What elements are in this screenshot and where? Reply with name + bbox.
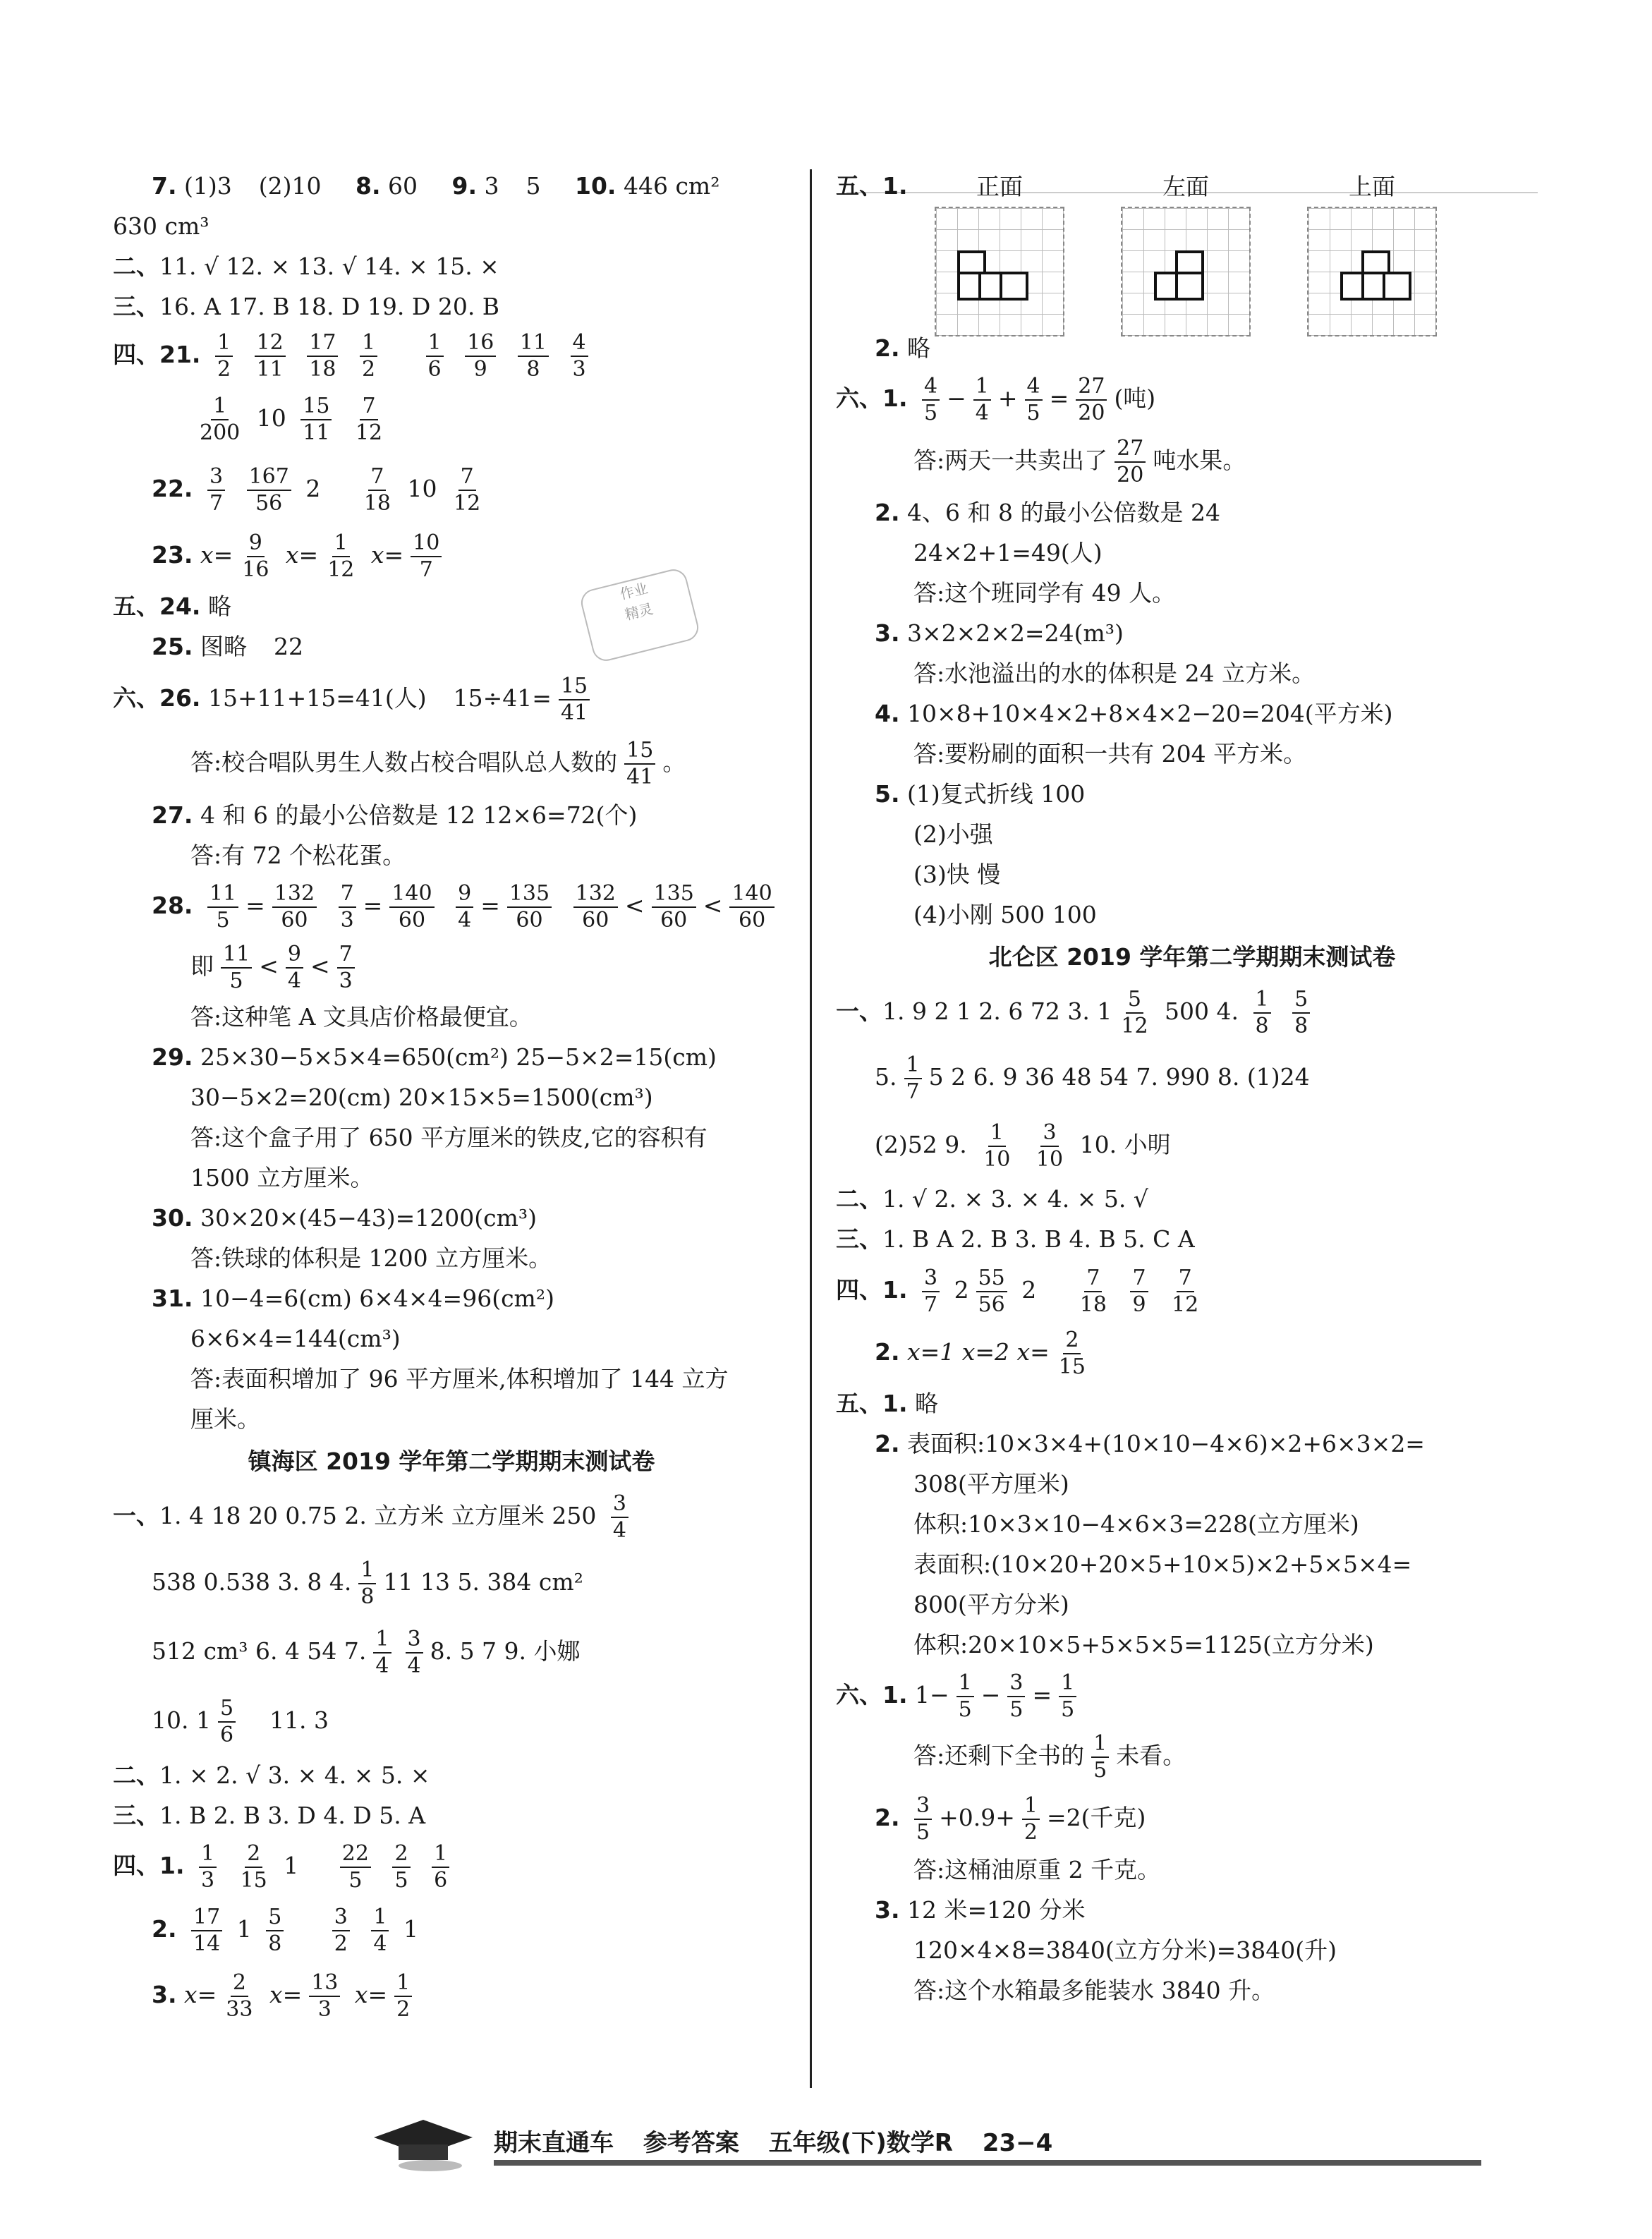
top-view: [1307, 173, 1437, 336]
answer-line: 表面积:(10×20+20×5+10×5)×2+5×5×4=: [913, 1551, 1412, 1578]
fraction: $\frac{1}{2}$: [360, 330, 377, 382]
fraction: $\frac{11}{5}$: [221, 942, 252, 994]
fraction: $\frac{2}{5}$: [392, 1841, 410, 1893]
fraction: $\frac{2}{33}$: [226, 1970, 253, 2022]
answer-line: 4. 10×8+10×4×2+8×4×2−20=204(平方米): [875, 700, 1393, 727]
answer-line: 体积:20×10×5+5×5×5=1125(立方分米): [913, 1631, 1374, 1658]
fraction: $\frac{1}{7}$: [904, 1052, 922, 1105]
answer-line: 一、1. 4 18 20 0.75 2. 立方米 立方厘米 250 $\frac{3}{4}$: [113, 1484, 790, 1548]
answer-line: 120×4×8=3840(立方分米)=3840(升): [913, 1936, 1337, 1964]
fraction: $\frac{22}{5}$: [340, 1841, 371, 1893]
answer-line: 五、24. 略: [113, 593, 231, 620]
answer-line: 答:水池溢出的水的体积是 24 立方米。: [913, 660, 1316, 687]
answer-line: $\frac{1}{200}$ 10 $\frac{15}{11}$ $\frac{7}{12}$: [113, 383, 790, 454]
fraction: $\frac{17}{18}$: [307, 330, 338, 382]
answer-line: 四、21. $\frac{1}{2}$ $\frac{12}{11}$ $\frac{17}{18}$ $\frac{1}{2}$ $\frac{1}{6}$ $\frac{16}{9}$ $\frac{11}{8}$ $\frac{4}{3}$: [113, 327, 790, 383]
fraction: $\frac{17}{14}$: [191, 1905, 222, 1957]
fraction: $\frac{27}{20}$: [1115, 436, 1146, 488]
square: [1175, 272, 1204, 301]
answer-line: 三、1. B A 2. B 3. B 4. B 5. C A: [836, 1225, 1195, 1253]
fraction: $\frac{3}{5}$: [914, 1793, 932, 1845]
answer-line: 答:这种笔 A 文具店价格最便宜。: [190, 1003, 533, 1031]
fraction: $\frac{4}{5}$: [922, 374, 940, 426]
stamp-line: 精灵: [623, 600, 655, 624]
fraction: $\frac{1}{3}$: [199, 1841, 217, 1893]
answer-line: 800(平方分米): [913, 1591, 1069, 1618]
answer-line: 二、1. × 2. √ 3. × 4. × 5. ×: [113, 1761, 430, 1789]
view-label: 左面: [1162, 173, 1209, 200]
answer-line: 五、1.: [836, 172, 908, 200]
answer-line: 2. $\frac{17}{14}$ 1 $\frac{5}{8}$ $\frac{3}{2}$ $\frac{1}{4}$ 1: [152, 1905, 418, 1956]
grid-left: [1121, 207, 1251, 336]
fraction: $\frac{140}{60}$: [729, 881, 774, 933]
answer-line: 7. (1)3 (2)10 8. 60 9. 3 5 10. 446 cm²: [152, 172, 720, 200]
fraction: $\frac{1}{5}$: [1091, 1731, 1109, 1783]
footer-label: 参考答案: [643, 2129, 739, 2157]
fraction: $\frac{2}{15}$: [240, 1841, 267, 1893]
fraction: $\frac{7}{18}$: [1079, 1266, 1107, 1317]
fraction: $\frac{135}{60}$: [652, 881, 696, 933]
answer-line: 308(平方厘米): [913, 1470, 1069, 1498]
answer-line: 答:有 72 个松花蛋。: [190, 842, 406, 869]
fraction: $\frac{1}{5}$: [1059, 1670, 1076, 1723]
answer-line: 30. 30×20×(45−43)=1200(cm³): [152, 1204, 537, 1232]
answer-line: 答:这个水箱最多能装水 3840 升。: [913, 1977, 1275, 2004]
answer-line: (2)52 9. $\frac{1}{10}$ $\frac{3}{10}$ 10. 小明: [875, 1120, 1171, 1172]
answer-line: 512 cm³ 6. 4 54 7. $\frac{1}{4}$ $\frac{3}{4}$ 8. 5 7 9. 小娜: [152, 1627, 581, 1678]
answer-line: 2. 略: [875, 334, 930, 362]
footer-page: 23−4: [982, 2129, 1053, 2157]
answer-line: 三、16. A 17. B 18. D 19. D 20. B: [113, 293, 500, 320]
answer-line: 三、1. B 2. B 3. D 4. D 5. A: [113, 1802, 426, 1829]
fraction: $\frac{15}{41}$: [624, 738, 655, 790]
fraction: $\frac{16}{9}$: [465, 330, 496, 382]
grid-front: [935, 207, 1064, 336]
fraction: $\frac{4}{3}$: [571, 330, 588, 382]
fraction: $\frac{5}{8}$: [266, 1905, 284, 1957]
answer-line: 答:校合唱队男生人数占校合唱队总人数的 $\frac{15}{41}$ 。: [190, 738, 686, 789]
answer-line: 答:两天一共卖出了 $\frac{27}{20}$ 吨水果。: [913, 436, 1246, 487]
answer-line: 厘米。: [190, 1405, 260, 1433]
answer-line: 六、26. 15+11+15=41(人) 15÷41= $\frac{15}{41}$: [113, 667, 790, 730]
fraction: $\frac{140}{60}$: [389, 881, 434, 933]
fraction: $\frac{27}{20}$: [1076, 374, 1107, 426]
fraction: $\frac{1}{4}$: [371, 1905, 389, 1957]
fraction: $\frac{1}{2}$: [215, 330, 233, 382]
fraction: $\frac{9}{16}$: [242, 530, 269, 582]
fraction: $\frac{7}{9}$: [1130, 1266, 1148, 1318]
fraction: $\frac{12}{11}$: [255, 330, 286, 382]
fraction: $\frac{7}{12}$: [355, 394, 383, 445]
three-views: [935, 173, 1437, 336]
answer-line: 10. 1 $\frac{5}{6}$ 11. 3: [152, 1696, 329, 1747]
fraction: $\frac{10}{7}$: [411, 530, 442, 583]
answer-line: 27. 4 和 6 的最小公倍数是 12 12×6=72(个): [152, 801, 638, 829]
answer-line: 31. 10−4=6(cm) 6×4×4=96(cm²): [152, 1285, 554, 1312]
fraction: $\frac{1}{4}$: [973, 374, 991, 426]
fraction: $\frac{3}{10}$: [1035, 1120, 1064, 1172]
fraction: $\frac{5}{8}$: [1292, 987, 1310, 1039]
answer-line: 五、1. 略: [836, 1390, 938, 1417]
answer-line: 22. $\frac{3}{7}$ $\frac{167}{56}$ 2 $\frac{7}{18}$ 10 $\frac{7}{12}$: [113, 454, 790, 524]
front-view: [935, 173, 1064, 336]
fraction: $\frac{1}{6}$: [432, 1841, 449, 1893]
fraction: $\frac{3}{4}$: [406, 1627, 423, 1679]
fraction: $\frac{5}{12}$: [1121, 987, 1148, 1038]
answer-line: 5. $\frac{1}{7}$ 5 2 6. 9 36 48 54 7. 990 8. (1)24: [875, 1052, 1310, 1104]
fraction: $\frac{7}{18}$: [363, 464, 391, 516]
answer-line: (3)快 慢: [913, 861, 1001, 888]
footer-series: 期末直通车: [494, 2129, 614, 2157]
column-divider: [810, 169, 812, 2088]
answer-line: (2)小强: [913, 820, 993, 848]
footer-grade: 五年级(下)数学R: [768, 2129, 953, 2157]
fraction: $\frac{1}{2}$: [1022, 1793, 1040, 1845]
fraction: $\frac{3}{4}$: [611, 1491, 628, 1543]
answer-line: 即 $\frac{11}{5}$ < $\frac{9}{4}$ < $\frac{7}{3}$: [113, 936, 790, 997]
left-view: [1121, 173, 1251, 336]
answer-line: (4)小刚 500 100: [913, 901, 1097, 928]
answer-line: 一、1. 9 2 1 2. 6 72 3. 1 $\frac{5}{12}$ 500 4. $\frac{1}{8}$ $\frac{5}{8}$: [836, 980, 1548, 1043]
answer-line: 3. 12 米=120 分米: [875, 1896, 1086, 1924]
fraction: $\frac{2}{15}$: [1058, 1328, 1086, 1379]
fraction: $\frac{1}{12}$: [327, 530, 355, 582]
fraction: $\frac{7}{12}$: [454, 464, 481, 516]
fraction: $\frac{5}{6}$: [218, 1696, 236, 1748]
answer-line: 28. $\frac{11}{5}$ = $\frac{132}{60}$ $\frac{7}{3}$ = $\frac{140}{60}$ $\frac{9}{4}$ = $\frac{135}{60}$ $\frac{132}{60}$ < $\frac{135}{60}$ < $\frac{140}{60}$: [113, 875, 790, 936]
page-footer: [367, 2116, 1524, 2173]
answer-line: 答:表面积增加了 96 平方厘米,体积增加了 144 立方: [190, 1365, 729, 1392]
view-label: 正面: [976, 173, 1023, 200]
answer-line: 答:还剩下全书的 $\frac{1}{5}$ 未看。: [913, 1731, 1186, 1783]
answer-line: 5. (1)复式折线 100: [875, 780, 1086, 808]
answer-line: 答:这桶油原重 2 千克。: [913, 1856, 1161, 1883]
answer-line: 六、1. $\frac{4}{5}$ − $\frac{1}{4}$ + $\frac{4}{5}$ = $\frac{27}{20}$ (吨): [836, 374, 1156, 425]
fraction: $\frac{1}{4}$: [373, 1627, 391, 1679]
fraction: $\frac{11}{8}$: [518, 330, 549, 382]
fraction: $\frac{1}{2}$: [394, 1970, 412, 2022]
answer-line: 3. 3×2×2×2=24(m³): [875, 619, 1124, 647]
fraction: $\frac{15}{41}$: [559, 674, 590, 726]
answer-line: 四、1. $\frac{1}{3}$ $\frac{2}{15}$ 1 $\frac{22}{5}$ $\frac{2}{5}$ $\frac{1}{6}$: [113, 1836, 790, 1896]
fraction: $\frac{7}{3}$: [339, 881, 356, 933]
view-label: 上面: [1349, 173, 1395, 200]
footer-text: [494, 2123, 1074, 2158]
fraction: $\frac{132}{60}$: [573, 881, 618, 933]
answer-line: 24×2+1=49(人): [913, 539, 1103, 566]
fraction: $\frac{7}{3}$: [337, 942, 355, 994]
fraction: $\frac{1}{8}$: [358, 1558, 376, 1610]
fraction: $\frac{3}{7}$: [207, 464, 225, 516]
answer-line: 6×6×4=144(cm³): [190, 1325, 401, 1352]
answer-line: 体积:10×3×10−4×6×3=228(立方厘米): [913, 1510, 1359, 1538]
fraction: $\frac{9}{4}$: [456, 881, 473, 933]
fraction: $\frac{3}{5}$: [1007, 1670, 1025, 1723]
fraction: $\frac{1}{6}$: [426, 330, 444, 382]
answer-line: 23. x= $\frac{9}{16}$ x= $\frac{1}{12}$ x= $\frac{10}{7}$: [113, 524, 790, 586]
grid-top: [1307, 207, 1437, 336]
fraction: $\frac{132}{60}$: [272, 881, 317, 933]
stamp-line: 作业: [618, 579, 650, 603]
fraction: $\frac{1}{200}$: [200, 394, 241, 445]
fraction: $\frac{1}{10}$: [983, 1120, 1011, 1172]
footer-bar: [494, 2160, 1481, 2166]
section-title: 镇海区 2019 学年第二学期期末测试卷: [248, 1448, 655, 1475]
fraction: $\frac{135}{60}$: [507, 881, 552, 933]
answer-line: 29. 25×30−5×5×4=650(cm²) 25−5×2=15(cm): [152, 1043, 717, 1071]
left-column: [113, 166, 790, 2027]
fraction: $\frac{7}{12}$: [1172, 1266, 1199, 1317]
answer-line: 25. 图略 22: [152, 633, 303, 660]
graduation-cap-icon: [367, 2116, 473, 2173]
right-column: [836, 166, 1548, 2010]
answer-line: 2. 表面积:10×3×4+(10×10−4×6)×2+6×3×2=: [875, 1430, 1425, 1457]
fraction: $\frac{55}{56}$: [976, 1266, 1007, 1318]
answer-line: 1500 立方厘米。: [190, 1164, 374, 1191]
fraction: $\frac{3}{7}$: [922, 1266, 940, 1318]
three-views-row: [836, 166, 1548, 328]
answer-line: 六、1. 1− $\frac{1}{5}$ − $\frac{3}{5}$ = $\frac{1}{5}$: [836, 1665, 1548, 1725]
section-title: 北仑区 2019 学年第二学期期末测试卷: [988, 943, 1396, 971]
fraction: $\frac{13}{3}$: [309, 1970, 340, 2022]
answer-line: 538 0.538 3. 8 4. $\frac{1}{8}$ 11 13 5. 384 cm²: [152, 1558, 583, 1609]
fraction: $\frac{4}{5}$: [1025, 374, 1043, 426]
answer-line: 30−5×2=20(cm) 20×15×5=1500(cm³): [190, 1084, 653, 1111]
answer-line: 答:铁球的体积是 1200 立方厘米。: [190, 1244, 552, 1272]
fraction: $\frac{1}{8}$: [1253, 987, 1271, 1039]
answer-line: 二、11. √ 12. × 13. √ 14. × 15. ×: [113, 253, 499, 280]
square: [1000, 272, 1028, 301]
fraction: $\frac{9}{4}$: [286, 942, 303, 994]
fraction: $\frac{3}{2}$: [332, 1905, 350, 1957]
answer-line: 2. $\frac{3}{5}$ +0.9+ $\frac{1}{2}$ =2(千克): [875, 1793, 1146, 1845]
fraction: $\frac{11}{5}$: [207, 881, 238, 933]
answer-line: 2. 4、6 和 8 的最小公倍数是 24: [875, 499, 1220, 526]
answer-line: 3. x= $\frac{2}{33}$ x= $\frac{13}{3}$ x= $\frac{1}{2}$: [113, 1962, 790, 2027]
fraction: $\frac{167}{56}$: [247, 464, 291, 516]
answer-line: 四、1. $\frac{3}{7}$ 2 $\frac{55}{56}$ 2 $\frac{7}{18}$ $\frac{7}{9}$ $\frac{7}{12}$: [836, 1259, 1548, 1321]
fraction: $\frac{15}{11}$: [300, 394, 332, 446]
fraction: $\frac{1}{5}$: [956, 1670, 974, 1723]
answer-line: 二、1. √ 2. × 3. × 4. × 5. √: [836, 1185, 1148, 1213]
answer-line: 答:这个盒子用了 650 平方厘米的铁皮,它的容积有: [190, 1124, 707, 1151]
answer-line: 2. x=1 x=2 x= $\frac{2}{15}$: [836, 1321, 1548, 1383]
square: [1383, 272, 1411, 301]
answer-line: 630 cm³: [113, 212, 209, 240]
answer-line: 答:这个班同学有 49 人。: [913, 579, 1176, 607]
answer-line: 答:要粉刷的面积一共有 204 平方米。: [913, 740, 1307, 767]
